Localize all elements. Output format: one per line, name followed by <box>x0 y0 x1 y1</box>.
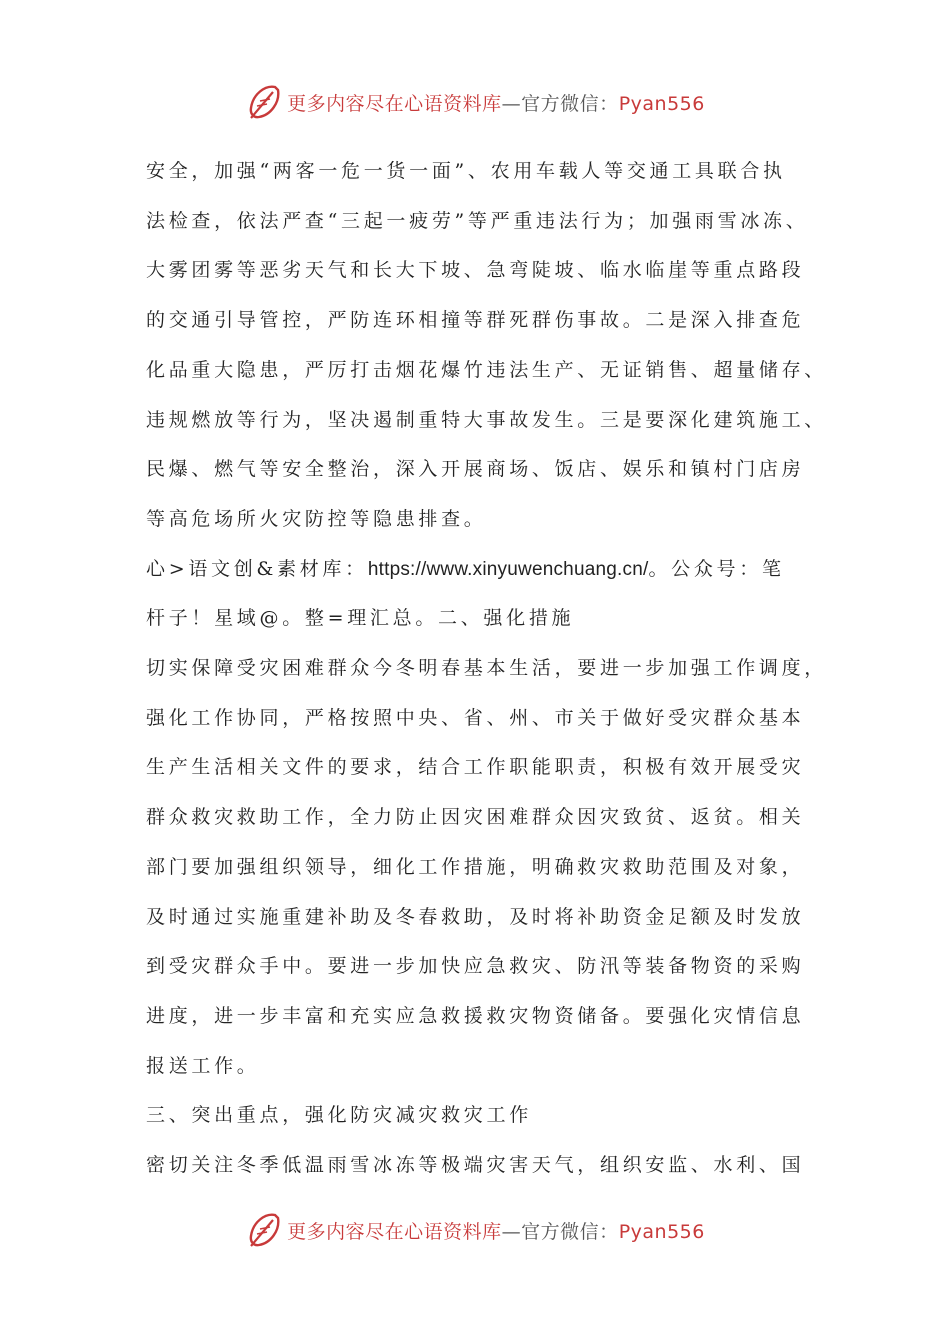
quill-logo-icon <box>245 1210 285 1250</box>
text-line: 安全，加强“两客一危一货一面”、农用车载人等交通工具联合执 <box>146 160 786 182</box>
quill-logo-icon <box>245 82 285 122</box>
text-line: 进度，进一步丰富和充实应急救援救灾物资储备。要强化灾情信息 <box>146 1004 805 1027</box>
text-line: 的交通引导管控，严防连环相撞等群死群伤事故。二是深入排查危 <box>146 309 805 332</box>
banner-wechat-id: Pyan556 <box>618 92 705 115</box>
banner-separator: — <box>501 1220 522 1243</box>
document-body <box>146 147 826 1191</box>
text-line: 法检查，依法严查“三起一疲劳”等严重违法行为；加强雨雪冰冻、 <box>146 209 809 232</box>
text-line: 生产生活相关文件的要求，结合工作职能职责，积极有效开展受灾 <box>146 756 805 779</box>
banner-separator: — <box>501 92 522 115</box>
watermark-suffix: 。公众号：笔 <box>648 557 785 580</box>
text-line: 强化工作协同，严格按照中央、省、州、市关于做好受灾群众基本 <box>146 706 805 729</box>
text-line: 及时通过实施重建补助及冬春救助，及时将补助资金足额及时发放 <box>146 905 805 928</box>
text-line: 密切关注冬季低温雨雪冰冻等极端灾害天气，组织安监、水利、国 <box>146 1154 805 1177</box>
watermark-prefix: 心>语文创&素材库： <box>146 557 368 580</box>
footer-banner <box>0 1208 950 1252</box>
banner-contact-label: 官方微信： <box>521 1220 619 1243</box>
watermark-line <box>146 545 826 595</box>
text-line: 群众救灾救助工作，全力防止因灾困难群众因灾致贫、返贫。相关 <box>146 806 805 829</box>
section-heading: 三、突出重点，强化防灾减灾救灾工作 <box>146 1104 532 1127</box>
banner-main: 更多内容尽在心语资料库 <box>287 92 502 115</box>
text-line: 到受灾群众手中。要进一步加快应急救灾、防汛等装备物资的采购 <box>146 955 805 978</box>
text-line: 化品重大隐患，严厉打击烟花爆竹违法生产、无证销售、超量储存、 <box>146 358 828 381</box>
banner-main: 更多内容尽在心语资料库 <box>287 1220 502 1243</box>
banner-contact-label: 官方微信： <box>521 92 619 115</box>
text-line: 大雾团雾等恶劣天气和长大下坡、急弯陡坡、临水临崖等重点路段 <box>146 259 805 282</box>
text-line: 报送工作。 <box>146 1054 260 1077</box>
text-line: 切实保障受灾困难群众今冬明春基本生活，要进一步加强工作调度， <box>146 657 828 680</box>
header-banner <box>0 80 950 124</box>
watermark-url: https://www.xinyuwenchuang.cn/ <box>367 558 649 580</box>
watermark-line-2: 杆子！星域@。整=理汇总。二、强化措施 <box>146 607 575 630</box>
banner-text <box>287 1217 705 1244</box>
text-line: 等高危场所火灾防控等隐患排查。 <box>146 507 487 530</box>
text-line: 违规燃放等行为，坚决遏制重特大事故发生。三是要深化建筑施工、 <box>146 408 828 431</box>
text-line: 部门要加强组织领导，细化工作措施，明确救灾救助范围及对象， <box>146 855 805 878</box>
banner-wechat-id: Pyan556 <box>618 1220 705 1243</box>
banner-text <box>287 89 705 116</box>
text-line: 民爆、燃气等安全整治，深入开展商场、饭店、娱乐和镇村门店房 <box>146 458 805 481</box>
